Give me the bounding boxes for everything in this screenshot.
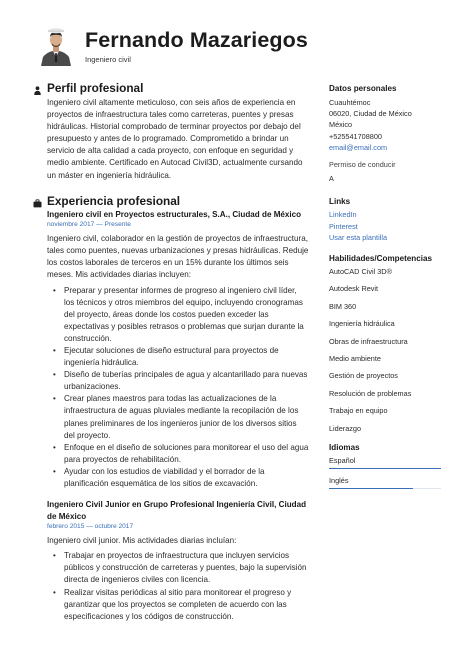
job-description: Ingeniero civil, colaborador en la gestión de proyectos de infraestructura, tales como puentes, nuevas urbanizaciones y presas hidráulicas. Reduje los costos laborales de terceros en un 15% durante los últimos seis meses. Mis actividades diarias incluyen: (47, 234, 309, 280)
job-title-line: Ingeniero civil en Proyectos estructurales, S.A., Ciudad de México (47, 209, 302, 219)
skill-item: Trabajo en equipo (329, 406, 388, 416)
job-title: Ingeniero civil (85, 54, 131, 64)
bullet-icon: • (53, 551, 56, 561)
person-icon (33, 84, 42, 93)
skill-item: Resolución de problemas (329, 388, 412, 398)
languages-section (329, 442, 441, 489)
license-value: A (329, 174, 334, 184)
job-entry (33, 209, 309, 490)
language-level-fill (329, 488, 413, 489)
bullet-icon: • (53, 587, 56, 597)
job-dates: febrero 2015 — octubre 2017 (47, 523, 134, 531)
duty-item: • Ejecutar soluciones de diseño estructural para proyectos de ingeniería hidráulica. (53, 346, 279, 368)
bullet-icon: • (53, 370, 56, 380)
links-section (329, 196, 441, 243)
email-link[interactable]: email@email.com (329, 142, 388, 152)
phone-number: +525541708800 (329, 131, 382, 141)
bullet-icon: • (53, 285, 56, 295)
skill-item: Obras de infraestructura (329, 336, 408, 346)
duty-item: • Diseño de tuberías principales de agua y alcantarillado para nuevas urbanizaciones. (53, 370, 308, 392)
profile-summary: Ingeniero civil altamente meticuloso, con seis años de experiencia en proyectos de infraestructura tales como carreteras, puentes y presas hidráulicas. Historial comprobado de terminar proyectos por debajo del presupuesto y antes de lo programado. Comprometido a brindar un servicio de alta calidad a cada proyecto, con enfoque en seguridad y medio ambiente. Certificado en Autocad Civil3D, actualmente cursando un máster en ingeniería hidráulica. (47, 98, 303, 180)
personal-heading: Datos personales (329, 84, 397, 93)
language-level-fill (329, 468, 441, 469)
skill-item: Gestión de proyectos (329, 371, 398, 381)
profile-heading: Perfil profesional (33, 81, 309, 95)
experience-heading: Experiencia profesional (33, 194, 309, 208)
skill-item: Autodesk Revit (329, 284, 379, 294)
template-link[interactable]: Usar esta plantilla (329, 232, 387, 242)
job-dates: noviembre 2017 — Presente (47, 221, 131, 229)
language-name: Inglés (329, 476, 349, 486)
job-entry (33, 499, 309, 623)
bullet-icon: • (53, 346, 56, 355)
job-title-line: Ingeniero Civil Junior en Grupo Profesional Ingeniería Civil, Ciudad de México (47, 500, 307, 521)
bullet-icon: • (53, 394, 56, 404)
profile-photo (38, 26, 74, 66)
address-line: 06020, Ciudad de México (329, 109, 412, 119)
duty-list (47, 285, 309, 491)
languages-heading: Idiomas (329, 442, 360, 452)
resume-header (38, 26, 438, 68)
country: México (329, 120, 353, 130)
links-heading: Links (329, 197, 351, 207)
language-level-bar (329, 468, 441, 469)
linkedin-link[interactable]: LinkedIn (329, 210, 357, 220)
sidebar (329, 83, 441, 495)
skill-item: Liderazgo (329, 423, 362, 433)
briefcase-icon (33, 197, 42, 206)
duty-item: • Preparar y presentar informes de progreso al ingeniero civil líder, los técnicos y otros miembros del equipo, incluyendo cronogramas del proyecto, áreas donde los costos pueden exceder las expectativas y posibles retrasos o problemas que surjan durante la construcción. (53, 285, 304, 343)
duty-item: • Realizar visitas periódicas al sitio para monitorear el progreso y garantizar que los proyectos se completen de acuerdo con las especificaciones y los códigos de construcción. (53, 587, 292, 621)
skill-item: AutoCAD Civil 3D® (329, 267, 392, 277)
duty-list (47, 550, 309, 623)
person-name: Fernando Mazariegos (85, 28, 308, 52)
experience-section (33, 194, 309, 623)
skill-item: Medio ambiente (329, 353, 381, 363)
skills-heading: Habilidades/Competencias (329, 254, 433, 264)
skill-item: BIM 360 (329, 301, 357, 311)
bullet-icon: • (53, 466, 56, 476)
language-level-bar (329, 488, 441, 489)
personal-details (329, 83, 441, 184)
profile-section (33, 81, 309, 182)
duty-item: • Ayudar con los estudios de viabilidad y el borrador de la planificación esquemática de los sitios de excavación. (53, 466, 265, 489)
duty-item: • Crear planes maestros para todas las actualizaciones de la infraestructura de aguas pluviales mediante la recopilación de los planes preliminares de los ingenieros junior de los diversos sitios del proyecto. (53, 394, 299, 440)
pinterest-link[interactable]: Pinterest (329, 221, 358, 231)
main-column (33, 81, 309, 623)
job-description: Ingeniero civil junior. Mis actividades diarias incluían: (47, 536, 237, 546)
duty-item: • Trabajar en proyectos de infraestructura que incluyen servicios públicos y construcción de carreteras y puentes, bajo la supervisión directa de ingenieros civiles con licencia. (53, 551, 307, 585)
license-label: Permiso de conducir (329, 160, 396, 170)
duty-item: • Enfoque en el diseño de soluciones para monitorear el uso del agua para proyectos de rehabilitación. (53, 442, 309, 464)
bullet-icon: • (53, 442, 56, 452)
address-line: Cuauhtémoc (329, 98, 371, 107)
skills-section (329, 253, 441, 440)
skill-item: Ingeniería hidráulica (329, 319, 395, 329)
language-name: Español (329, 455, 356, 465)
